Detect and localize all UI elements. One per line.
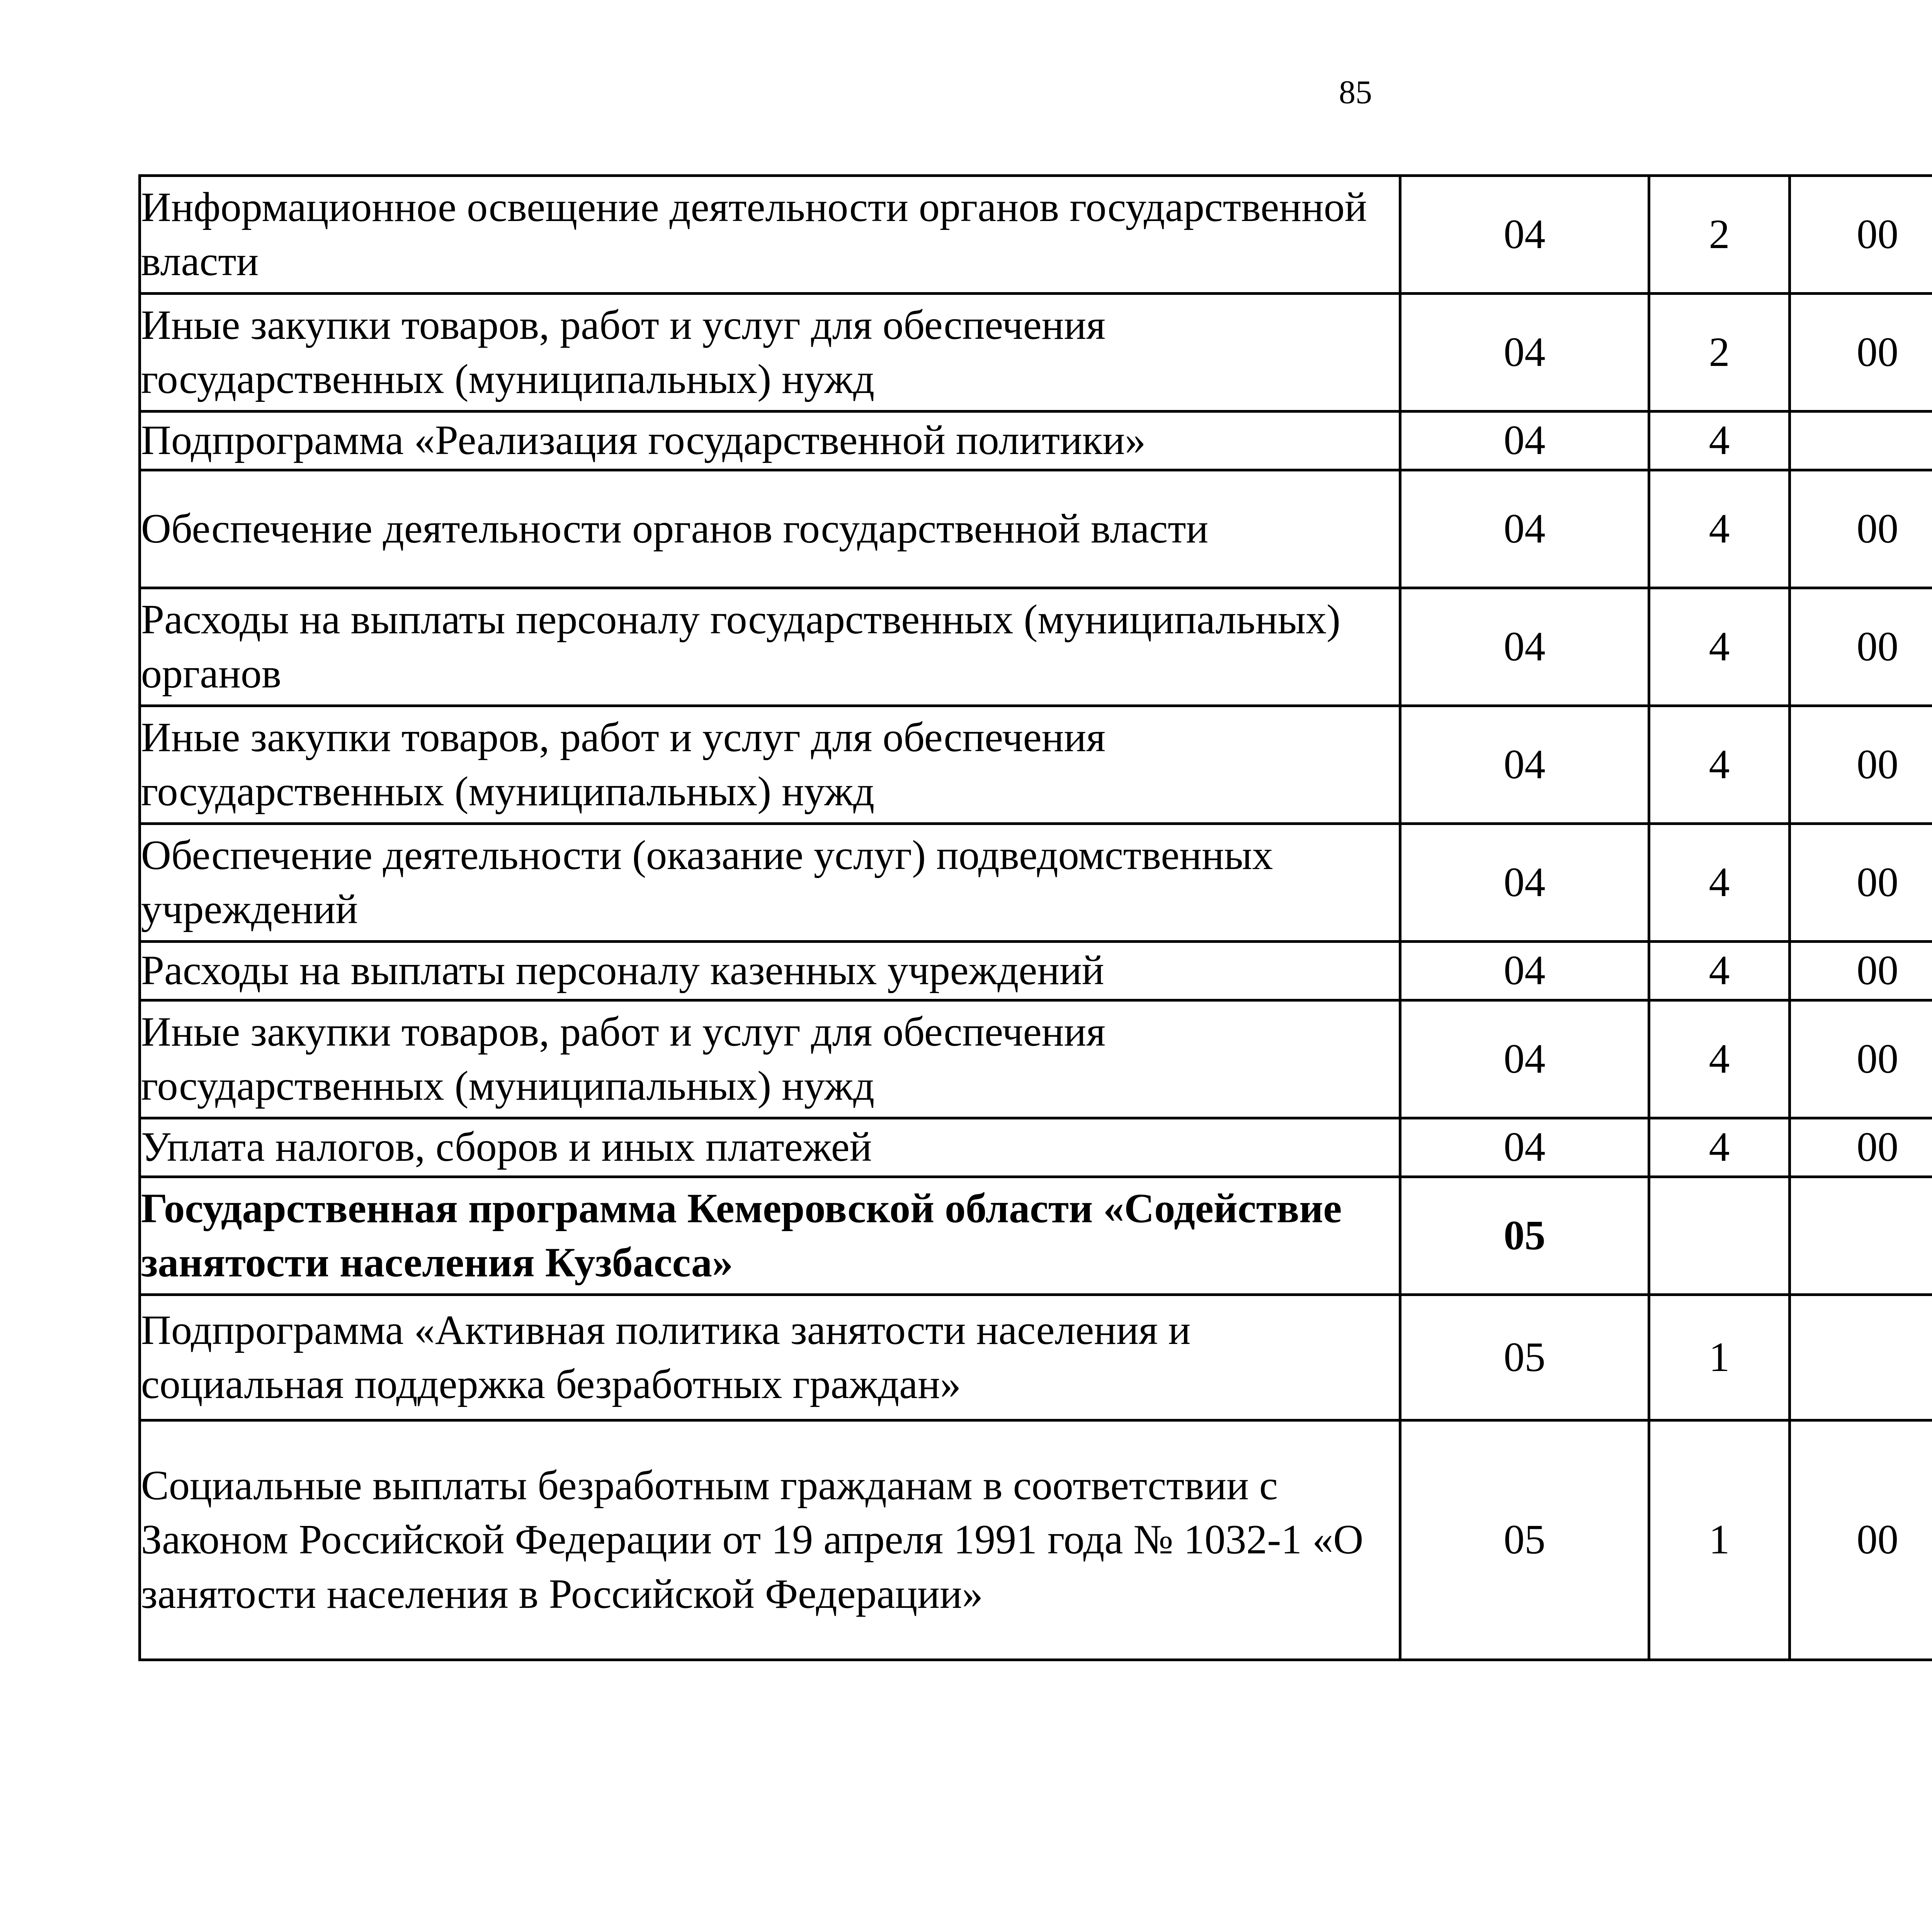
- program-code: 05: [1400, 1420, 1649, 1660]
- row-description: Обеспечение деятельности органов государственной власти: [140, 470, 1400, 588]
- subprogram-code: 4: [1649, 1118, 1790, 1177]
- budget-table: [138, 174, 1932, 1661]
- program-code: 04: [1400, 470, 1649, 588]
- program-code: 04: [1400, 1118, 1649, 1177]
- program-code: 04: [1400, 176, 1649, 294]
- program-code: 04: [1400, 706, 1649, 824]
- table-body: [140, 176, 1932, 1660]
- direction-code: 00: [1790, 942, 1932, 1000]
- table-row: [140, 942, 1932, 1000]
- program-code: 04: [1400, 942, 1649, 1000]
- table-row: [140, 1118, 1932, 1177]
- table-row: [140, 176, 1932, 294]
- direction-code: [1790, 1295, 1932, 1420]
- row-description: Обеспечение деятельности (оказание услуг) подведомственных учреждений: [140, 824, 1400, 942]
- row-description: Иные закупки товаров, работ и услуг для обеспечения государственных (муниципальных) нужд: [140, 1000, 1400, 1118]
- subprogram-code: 4: [1649, 470, 1790, 588]
- row-description: Иные закупки товаров, работ и услуг для обеспечения государственных (муниципальных) нужд: [140, 294, 1400, 412]
- subprogram-code: 4: [1649, 942, 1790, 1000]
- subprogram-code: 4: [1649, 1000, 1790, 1118]
- table-row: [140, 1000, 1932, 1118]
- table-row: [140, 1295, 1932, 1420]
- program-code: 05: [1400, 1295, 1649, 1420]
- subprogram-code: 4: [1649, 588, 1790, 706]
- row-description: Социальные выплаты безработным гражданам в соответствии с Законом Российской Федерации от 19 апреля 1991 года № 1032-1 «О занятости населения в Российской Федерации»: [140, 1420, 1400, 1660]
- row-description: Иные закупки товаров, работ и услуг для обеспечения государственных (муниципальных) нужд: [140, 706, 1400, 824]
- table-row: [140, 706, 1932, 824]
- subprogram-code: [1649, 1177, 1790, 1295]
- subprogram-code: 4: [1649, 706, 1790, 824]
- table-row: [140, 412, 1932, 470]
- subprogram-code: 2: [1649, 294, 1790, 412]
- direction-code: 00: [1790, 1420, 1932, 1660]
- program-code: 04: [1400, 1000, 1649, 1118]
- direction-code: 00: [1790, 706, 1932, 824]
- direction-code: 00: [1790, 588, 1932, 706]
- table-row: [140, 470, 1932, 588]
- direction-code: 00: [1790, 824, 1932, 942]
- program-code: 04: [1400, 588, 1649, 706]
- program-code: 04: [1400, 412, 1649, 470]
- subprogram-code: 1: [1649, 1295, 1790, 1420]
- program-code: 04: [1400, 294, 1649, 412]
- subprogram-code: 2: [1649, 176, 1790, 294]
- row-description: Подпрограмма «Активная политика занятости населения и социальная поддержка безработных граждан»: [140, 1295, 1400, 1420]
- direction-code: [1790, 1177, 1932, 1295]
- direction-code: [1790, 412, 1932, 470]
- direction-code: 00: [1790, 176, 1932, 294]
- row-description: Государственная программа Кемеровской области «Содействие занятости населения Кузбасса»: [140, 1177, 1400, 1295]
- program-code: 04: [1400, 824, 1649, 942]
- program-code: 05: [1400, 1177, 1649, 1295]
- direction-code: 00: [1790, 470, 1932, 588]
- subprogram-code: 4: [1649, 412, 1790, 470]
- subprogram-code: 1: [1649, 1420, 1790, 1660]
- row-description: Расходы на выплаты персоналу казенных учреждений: [140, 942, 1400, 1000]
- direction-code: 00: [1790, 1118, 1932, 1177]
- row-description: Расходы на выплаты персоналу государственных (муниципальных) органов: [140, 588, 1400, 706]
- direction-code: 00: [1790, 1000, 1932, 1118]
- row-description: Информационное освещение деятельности органов государственной власти: [140, 176, 1400, 294]
- page-number: 85: [1339, 73, 1372, 111]
- subprogram-code: 4: [1649, 824, 1790, 942]
- table-row: [140, 294, 1932, 412]
- direction-code: 00: [1790, 294, 1932, 412]
- table-row: [140, 1177, 1932, 1295]
- table-row: [140, 824, 1932, 942]
- table-row: [140, 1420, 1932, 1660]
- row-description: Уплата налогов, сборов и иных платежей: [140, 1118, 1400, 1177]
- table-row: [140, 588, 1932, 706]
- row-description: Подпрограмма «Реализация государственной политики»: [140, 412, 1400, 470]
